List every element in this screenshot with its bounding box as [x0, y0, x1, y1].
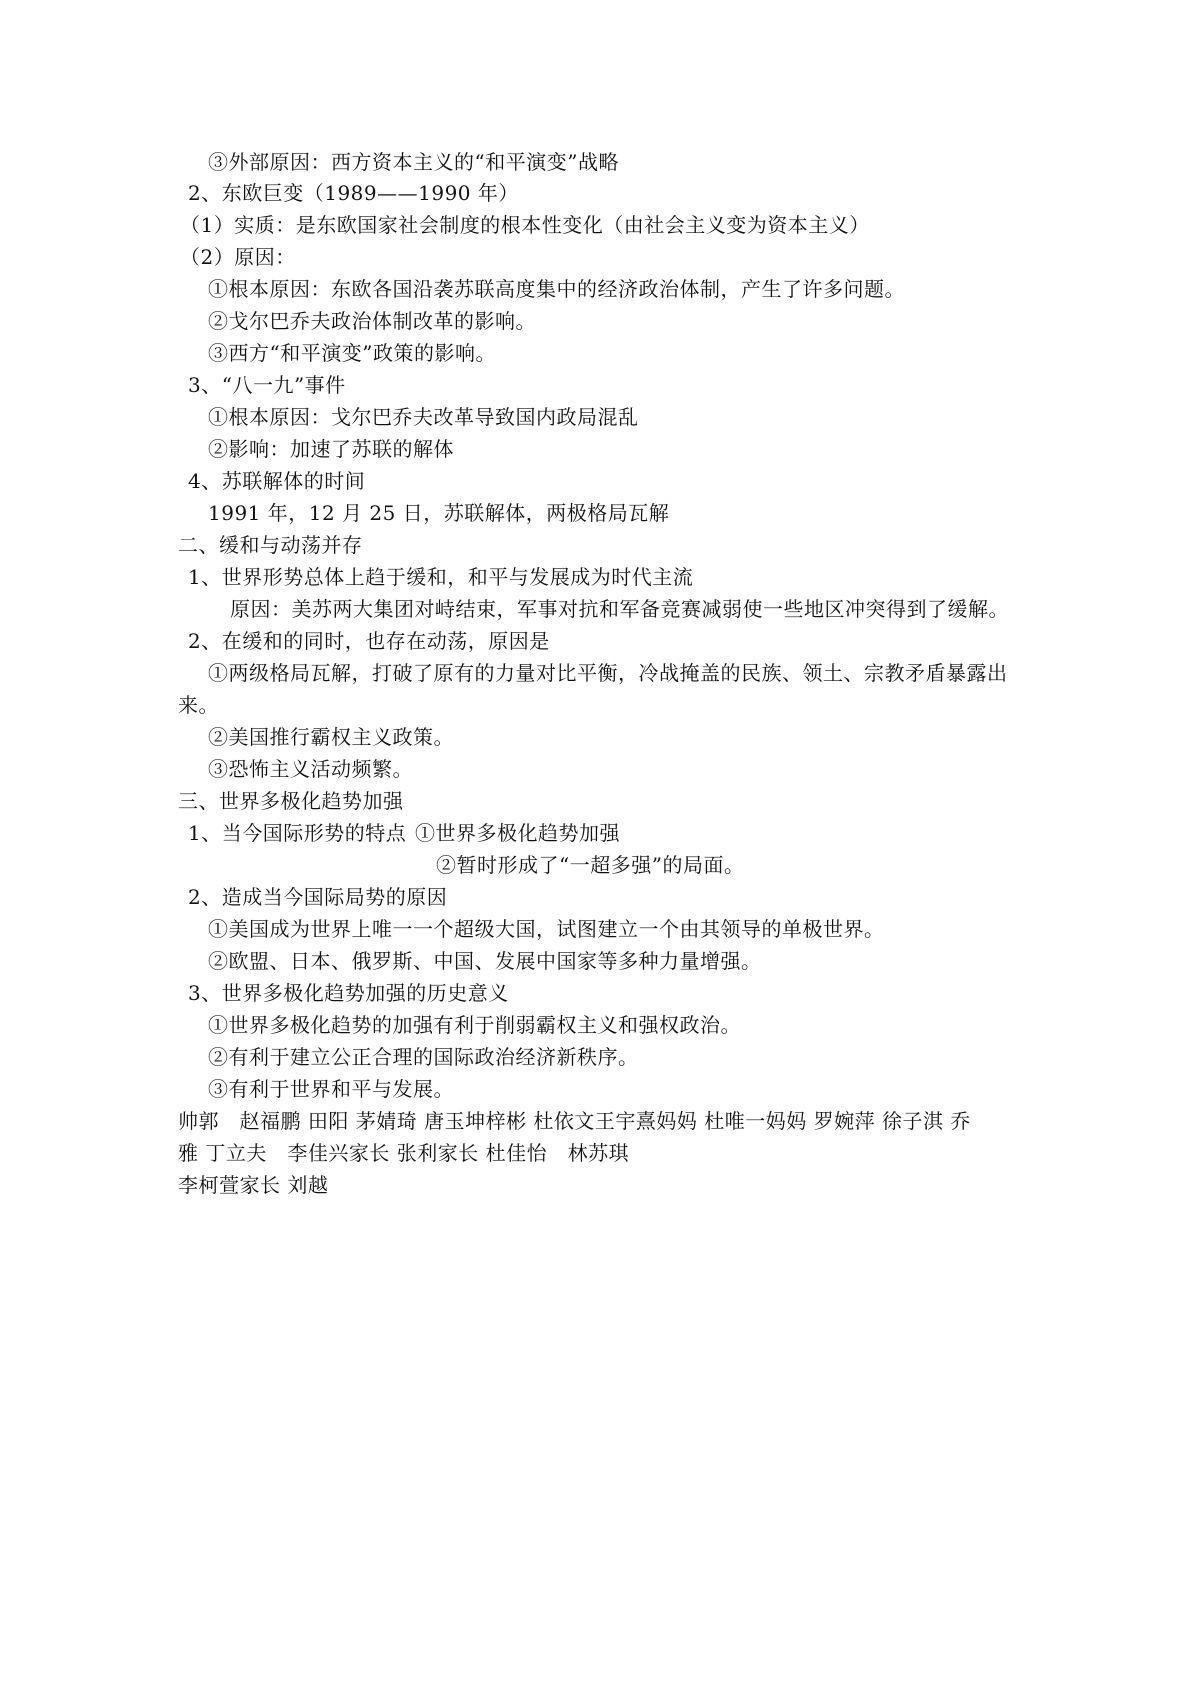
text-line: ①世界多极化趋势的加强有利于削弱霸权主义和强权政治。: [208, 1013, 741, 1037]
text-line: ①根本原因：戈尔巴乔夫改革导致国内政局混乱: [208, 405, 639, 429]
text-line: ②有利于建立公正合理的国际政治经济新秩序。: [208, 1045, 639, 1069]
text-line: ③恐怖主义活动频繁。: [208, 757, 413, 781]
section-heading: 三、世界多极化趋势加强: [178, 789, 404, 813]
text-line: ③西方“和平演变”政策的影响。: [208, 341, 496, 365]
text-line: （1）实质：是东欧国家社会制度的根本性变化（由社会主义变为资本主义）: [180, 213, 870, 237]
text-line: ①根本原因：东欧各国沿袭苏联高度集中的经济政治体制，产生了许多问题。: [208, 277, 905, 301]
text-line: 3、“八一九”事件: [188, 373, 346, 397]
text-line: 2、造成当今国际局势的原因: [188, 885, 448, 909]
text-line: ②暂时形成了“一超多强”的局面。: [436, 853, 745, 877]
text-line: ②影响：加速了苏联的解体: [208, 437, 454, 461]
section-heading: 二、缓和与动荡并存: [178, 533, 363, 557]
text-line: 2、在缓和的同时，也存在动荡，原因是: [188, 629, 550, 653]
text-line: ①两级格局瓦解，打破了原有的力量对比平衡，冷战掩盖的民族、领土、宗教矛盾暴露出: [208, 661, 1008, 685]
text-line: 1991 年，12 月 25 日，苏联解体，两极格局瓦解: [208, 501, 670, 525]
text-line: 4、苏联解体的时间: [188, 469, 366, 493]
text-line: 3、世界多极化趋势加强的历史意义: [188, 981, 509, 1005]
text-line: ①美国成为世界上唯一一个超级大国，试图建立一个由其领导的单极世界。: [208, 917, 885, 941]
text-line: ③有利于世界和平与发展。: [208, 1077, 454, 1101]
text-line: 原因：美苏两大集团对峙结束，军事对抗和军备竞赛减弱使一些地区冲突得到了缓解。: [230, 597, 1009, 621]
text-line: 1、世界形势总体上趋于缓和，和平与发展成为时代主流: [188, 565, 694, 589]
text-line: （2）原因：: [180, 245, 296, 269]
text-line: 1、当今国际形势的特点: [188, 821, 407, 845]
names-line: 帅郭 赵福鹏 田阳 茅婧琦 唐玉坤梓彬 杜依文王宇熹妈妈 杜唯一妈妈 罗婉萍 徐子淇 乔: [178, 1109, 971, 1133]
text-line: 2、东欧巨变（1989——1990 年）: [188, 181, 519, 205]
text-line: ②戈尔巴乔夫政治体制改革的影响。: [208, 309, 536, 333]
text-line: ③外部原因：西方资本主义的“和平演变”战略: [208, 150, 619, 174]
text-line: ②美国推行霸权主义政策。: [208, 725, 454, 749]
text-line: 来。: [178, 693, 219, 717]
text-line: ②欧盟、日本、俄罗斯、中国、发展中国家等多种力量增强。: [208, 949, 762, 973]
names-line: 雅 丁立夫 李佳兴家长 张利家长 杜佳怡 林苏琪: [178, 1141, 630, 1165]
names-line: 李柯萱家长 刘越: [178, 1173, 329, 1197]
text-line: ①世界多极化趋势加强: [415, 821, 620, 845]
